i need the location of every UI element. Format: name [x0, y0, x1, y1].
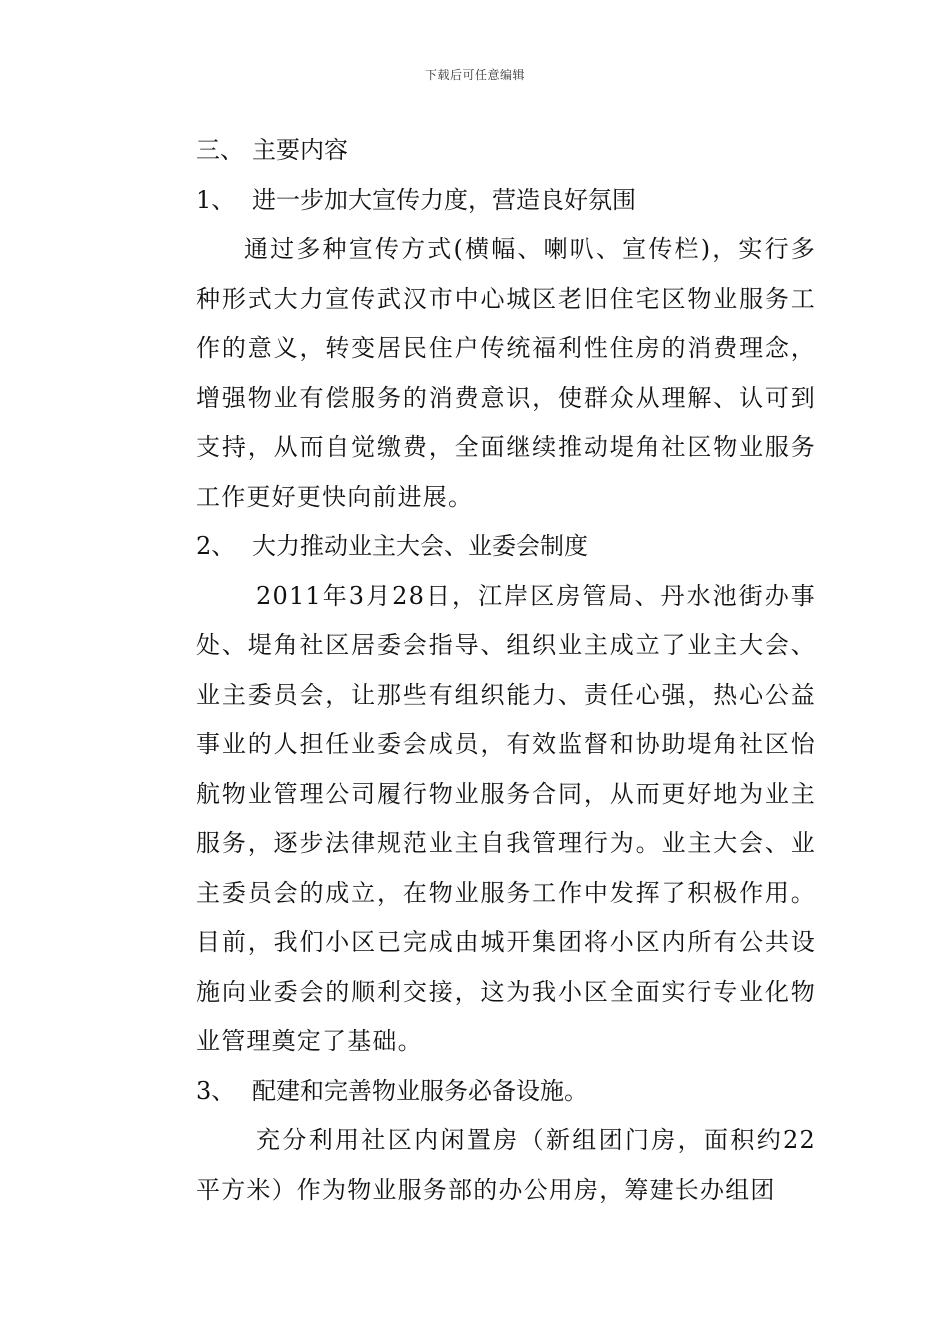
- item-3-number: 3、: [196, 1076, 236, 1105]
- item-3-heading: [196, 1067, 816, 1117]
- section-number: 三、: [196, 136, 244, 164]
- section-heading: [196, 126, 816, 176]
- item-1-paragraph: 通过多种宣传方式(横幅、喇叭、宣传栏)，实行多种形式大力宣传武汉市中心城区老旧住宅区物业服务工作的意义，转变居民住户传统福利性住房的消费理念，增强物业有偿服务的消费意识，使群众从理解、认可到支持，从而自觉缴费，全面继续推动堤角社区物业服务工作更好更快向前进展。: [196, 235, 816, 511]
- item-2-title: 大力推动业主大会、业委会制度: [252, 532, 588, 560]
- item-1-heading: [196, 176, 816, 226]
- item-2-heading: [196, 522, 816, 572]
- document-body: [196, 126, 816, 1215]
- item-3-paragraph: 充分利用社区内闲置房（新组团门房，面积约22平方米）作为物业服务部的办公用房，筹建长办组团: [196, 1126, 816, 1204]
- section-title: 主要内容: [252, 136, 348, 164]
- item-3-title: 配建和完善物业服务必备设施。: [252, 1076, 588, 1105]
- item-2-number: 2、: [196, 532, 236, 560]
- item-2-paragraph: 2011年3月28日，江岸区房管局、丹水池街办事处、堤角社区居委会指导、组织业主成立了业主大会、业主委员会，让那些有组织能力、责任心强，热心公益事业的人担任业委会成员，有效监督和协助堤角社区怡航物业管理公司履行物业服务合同，从而更好地为业主服务，逐步法律规范业主自我管理行为。业主大会、业主委员会的成立，在物业服务工作中发挥了积极作用。目前，我们小区已完成由城开集团将小区内所有公共设施向业委会的顺利交接，这为我小区全面实行专业化物业管理奠定了基础。: [196, 581, 816, 1055]
- item-1-number: 1、: [196, 185, 236, 214]
- header-note: 下载后可任意编辑: [424, 68, 525, 82]
- item-1-title: 进一步加大宣传力度，营造良好氛围: [252, 185, 636, 214]
